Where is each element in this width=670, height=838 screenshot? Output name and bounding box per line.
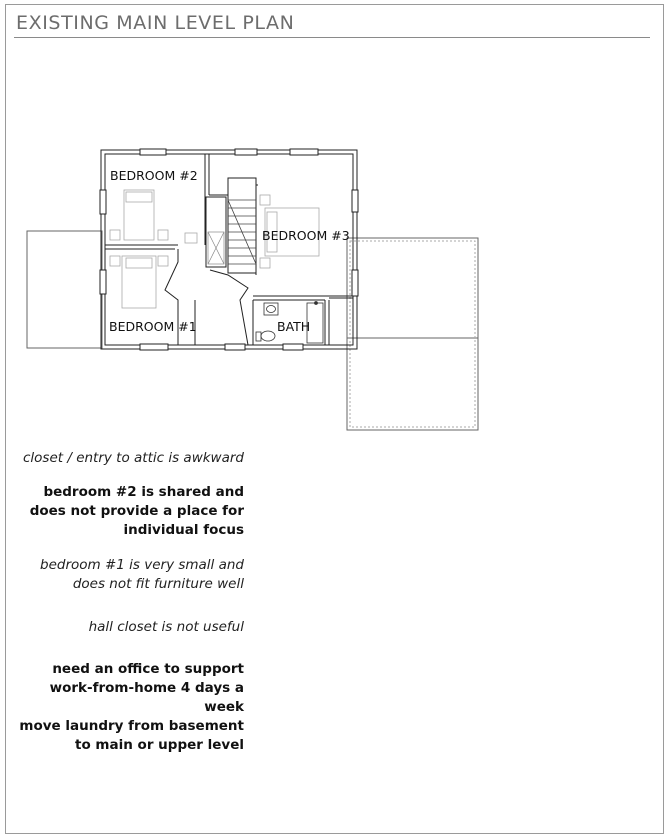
page-title: EXISTING MAIN LEVEL PLAN [16, 12, 295, 34]
note-bedroom-1: bedroom #1 is very small and does not fit furniture well [40, 557, 244, 592]
closet-shelving [208, 232, 224, 264]
note-office: need an office to support work-from-home 4 days a week [49, 661, 244, 715]
room-label-bedroom-2: BEDROOM #2 [110, 168, 198, 183]
note-attic-closet: closet / entry to attic is awkward [23, 450, 244, 466]
note-hall-closet: hall closet is not useful [88, 619, 244, 635]
roof-outline-left [27, 231, 102, 348]
note-laundry: move laundry from basement to main or upper level [19, 718, 244, 753]
roof-outline-right [347, 238, 478, 430]
room-label-bedroom-3: BEDROOM #3 [262, 228, 350, 243]
stair-treads [228, 200, 256, 264]
room-label-bedroom-1: BEDROOM #1 [109, 319, 197, 334]
note-bedroom-2: bedroom #2 is shared and does not provide a place for individual focus [29, 484, 244, 538]
room-label-bath: BATH [277, 319, 311, 334]
